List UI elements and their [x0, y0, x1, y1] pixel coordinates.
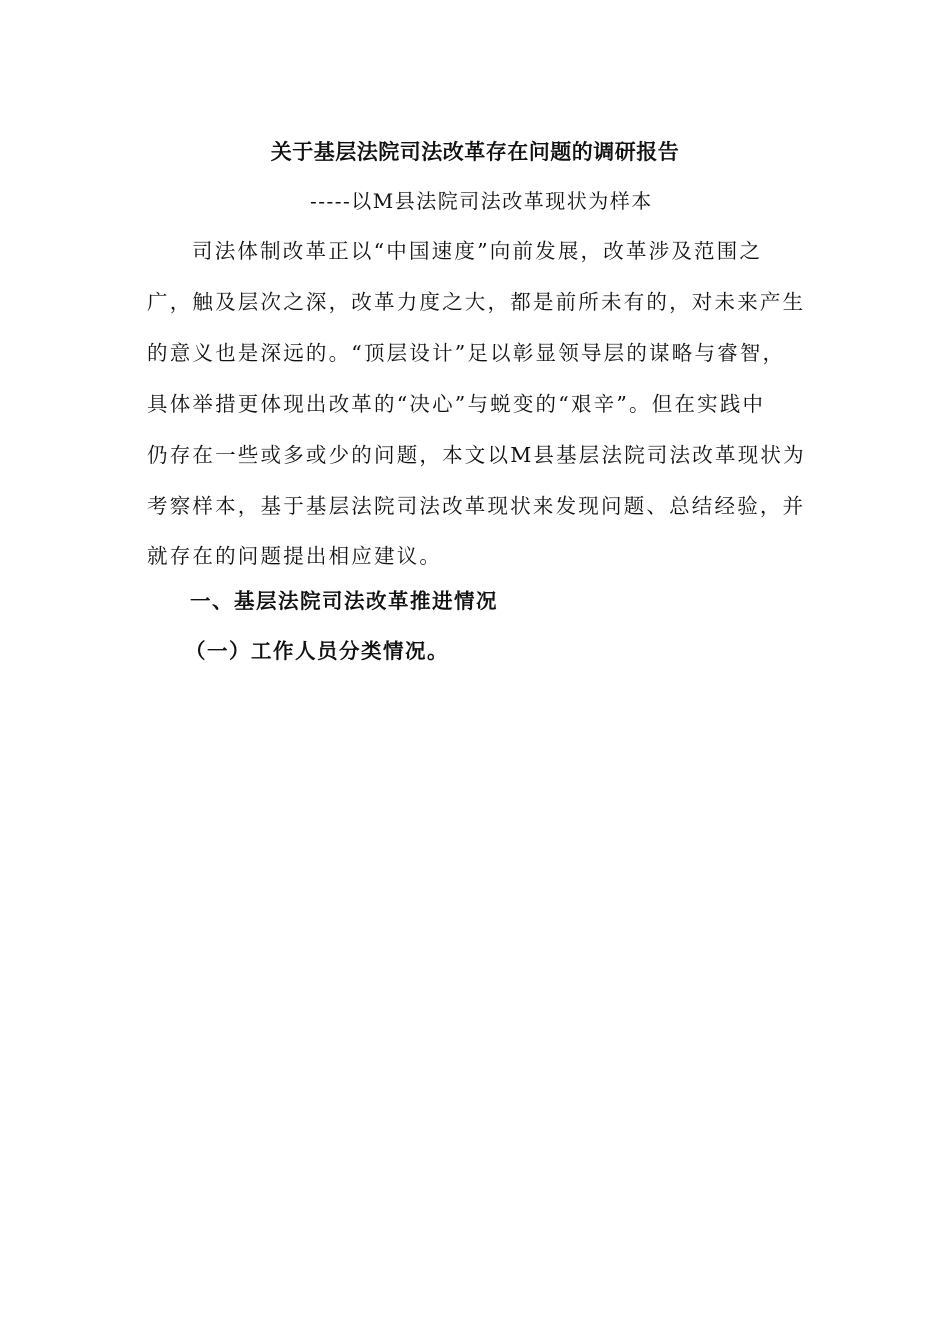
paragraph-line: 仍存在一些或多或少的问题，本文以M县基层法院司法改革现状为: [147, 443, 806, 467]
section-heading: 一、基层法院司法改革推进情况: [190, 589, 498, 613]
paragraph-line: 广，触及层次之深，改革力度之大，都是前所未有的，对未来产生: [147, 290, 806, 314]
paragraph-line: 考察样本，基于基层法院司法改革现状来发现问题、总结经验，并: [147, 494, 806, 518]
paragraph-line: 司法体制改革正以“中国速度”向前发展，改革涉及范围之: [192, 239, 763, 263]
report-title: 关于基层法院司法改革存在问题的调研报告: [270, 139, 680, 164]
paragraph-line: 具体举措更体现出改革的“决心”与蜕变的“艰辛”。但在实践中: [147, 392, 766, 416]
report-subtitle: -----以M县法院司法改革现状为样本: [310, 189, 653, 213]
paragraph-line: 就存在的问题提出相应建议。: [147, 544, 443, 568]
paragraph-line: 的意义也是深远的。“顶层设计”足以彰显领导层的谋略与睿智，: [147, 341, 786, 365]
subsection-heading: （一）工作人员分类情况。: [185, 639, 449, 663]
